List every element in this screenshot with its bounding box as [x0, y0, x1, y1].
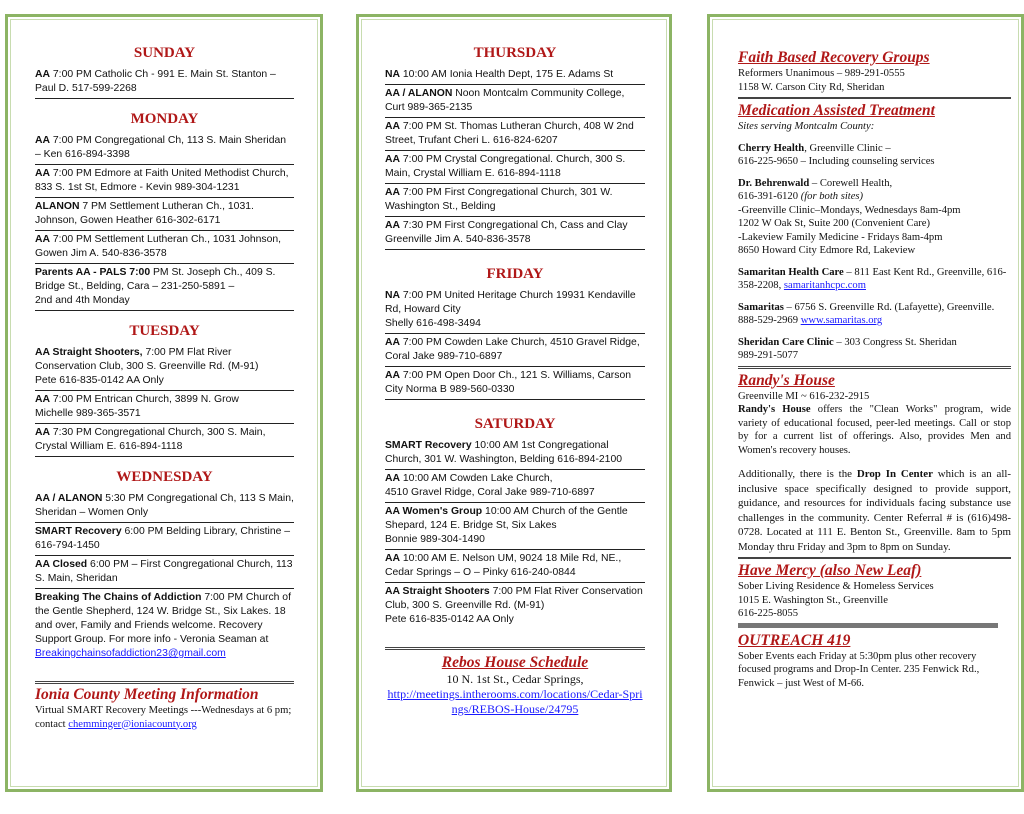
mat-section	[738, 102, 1011, 363]
panel-right	[707, 14, 1024, 792]
rebos-link[interactable]: http://meetings.intherooms.com/locations/Cedar-Springs/REBOS-House/24795	[387, 687, 643, 716]
divider	[738, 97, 1011, 99]
monday-entry-1: AA 7:00 PM Congregational Ch, 113 S. Main Sheridan – Ken 616-894-3398	[35, 132, 294, 165]
randys-heading: Randy's House	[738, 371, 835, 389]
mat-heading: Medication Assisted Treatment	[738, 102, 935, 119]
faith-heading: Faith Based Recovery Groups	[738, 49, 930, 66]
gray-bar	[738, 623, 998, 628]
friday-entry-2: AA 7:00 PM Cowden Lake Church, 4510 Gravel Ridge, Coral Jake 989-710-6897	[385, 334, 645, 367]
outreach-text: Sober Events each Friday at 5:30pm plus other recovery focused programs and Drop-In Center. 235 Fenwick Rd., Fenwick – just West of M-66.	[738, 650, 980, 689]
breaking-chains-email-link[interactable]: Breakingchainsofaddiction23@gmail.com	[35, 648, 226, 659]
mercy-section	[738, 562, 1011, 621]
sunday-entry-1: AA 7:00 PM Catholic Ch - 991 E. Main St. Stanton – Paul D. 517-599-2268	[35, 66, 294, 99]
tuesday-entry-2: AA 7:00 PM Entrican Church, 3899 N. Grow Michelle 989-365-3571	[35, 391, 294, 424]
friday-entry-1: NA 7:00 PM United Heritage Church 19931 Kendaville Rd, Howard City Shelly 616-498-3494	[385, 287, 645, 334]
wednesday-entry-2: SMART Recovery 6:00 PM Belding Library, Christine – 616-794-1450	[35, 523, 294, 556]
saturday-entry-4: AA 10:00 AM E. Nelson UM, 9024 18 Mile Rd, NE., Cedar Springs – O – Pinky 616-240-0844	[385, 550, 645, 583]
wednesday-heading: WEDNESDAY	[116, 469, 213, 485]
friday-heading: FRIDAY	[486, 266, 544, 282]
tuesday-entry-1: AA Straight Shooters, 7:00 PM Flat River Conservation Club, 300 S. Greenville Rd. (M-91) Pete 616-835-0142 AA Only	[35, 344, 294, 391]
thursday-entry-3: AA 7:00 PM St. Thomas Lutheran Church, 408 W 2nd Street, Trufant Cheri L. 616-824-6207	[385, 118, 645, 151]
saturday-heading: SATURDAY	[474, 416, 556, 432]
mercy-line-3: 616-225-8055	[738, 608, 799, 619]
mat-samaritas: Samaritas – 6756 S. Greenville Rd. (Lafayette), Greenville. 888-529-2969 www.samaritas.org	[738, 301, 995, 326]
randys-section	[738, 372, 1011, 555]
rebos-address: 10 N. 1st St., Cedar Springs,	[446, 672, 584, 686]
mat-cherry: Cherry Health, Greenville Clinic – 616-225-9650 – Including counseling services	[738, 142, 935, 167]
tuesday-heading: TUESDAY	[129, 323, 200, 339]
ionia-email-link[interactable]: chemminger@ioniacounty.org	[68, 718, 197, 730]
monday-entry-2: AA 7:00 PM Edmore at Faith United Methodist Church, 833 S. 1st St, Edmore - Kevin 989-304-1231	[35, 165, 294, 198]
wednesday-entry-1: AA / ALANON 5:30 PM Congregational Ch, 113 S Main, Sheridan – Women Only	[35, 490, 294, 523]
faith-line-1: Reformers Unanimous – 989-291-0555	[738, 68, 905, 79]
samaritas-link[interactable]: www.samaritas.org	[800, 315, 883, 326]
wednesday-entry-4: Breaking The Chains of Addiction 7:00 PM Church of the Gentle Shepherd, 124 W. Bridge St., Six Lakes. 18 and over, Family and Friends welcome. Recovery Support Group. For more info - Veronia Seaman at Breakingchainsofaddiction23@gmail.com	[35, 592, 291, 659]
monday-entry-5: Parents AA - PALS 7:00 PM St. Joseph Ch., 409 S. Bridge St., Belding, Cara – 231-250-5891 – 2nd and 4th Monday	[35, 264, 294, 311]
rebos-link-wrap	[385, 687, 645, 717]
samaritan-link[interactable]: samaritanhcpc.com	[783, 280, 866, 291]
randys-paragraph-2: Additionally, there is the Drop In Center which is an all-inclusive space specifically designed to provide support, guidance, and resources for individuals facing substance use challenges in the community. Center Referral # is (616)498-0728. Located at 111 E. Benton St., Greenville. 8am to 5pm Monday thru Friday and 3pm to 8pm on Sunday.	[738, 468, 1012, 553]
thursday-heading: THURSDAY	[473, 45, 557, 61]
thursday-entry-5: AA 7:00 PM First Congregational Church, 301 W. Washington St., Belding	[385, 184, 645, 217]
sunday-heading: SUNDAY	[133, 45, 196, 61]
thursday-entry-1: NA 10:00 AM Ionia Health Dept, 175 E. Adams St	[385, 66, 645, 85]
faith-section	[738, 49, 1011, 94]
monday-heading: MONDAY	[130, 111, 199, 127]
mercy-line-1: Sober Living Residence & Homeless Services	[738, 581, 934, 592]
thursday-entry-6: AA 7:30 PM First Congregational Ch, Cass and Clay Greenville Jim A. 540-836-3578	[385, 217, 645, 250]
mat-sheridan: Sheridan Care Clinic – 303 Congress St. Sheridan 989-291-5077	[738, 336, 957, 361]
rebos-heading: Rebos House Schedule	[441, 654, 589, 671]
divider	[738, 366, 1011, 369]
outreach-heading: OUTREACH 419	[738, 631, 851, 649]
friday-entry-3: AA 7:00 PM Open Door Ch., 121 S. Williams, Carson City Norma B 989-560-0330	[385, 367, 645, 400]
saturday-entry-1: SMART Recovery 10:00 AM 1st Congregational Church, 301 W. Washington, Belding 616-894-2100	[385, 437, 645, 470]
monday-entry-4: AA 7:00 PM Settlement Lutheran Ch., 1031 Johnson, Gowen Jim A. 540-836-3578	[35, 231, 294, 264]
mercy-heading: Have Mercy (also New Leaf)	[738, 562, 922, 579]
wednesday-entry-3: AA Closed 6:00 PM – First Congregational Church, 113 S. Main, Sheridan	[35, 556, 294, 589]
thursday-entry-2: AA / ALANON Noon Montcalm Community College, Curt 989-365-2135	[385, 85, 645, 118]
faith-line-2: 1158 W. Carson City Rd, Sheridan	[738, 81, 885, 93]
mercy-line-2: 1015 E. Washington St., Greenville	[738, 594, 888, 606]
randys-paragraph-1: Randy's House offers the "Clean Works" program, wide variety of educational focused, peer-led meetings. Call or stop by for a current list of offerings. Also, provides Men and Women's recovery houses.	[738, 404, 1011, 456]
outreach-section	[738, 632, 1011, 691]
ionia-text: Virtual SMART Recovery Meetings ---Wednesdays at 6 pm; contact chemminger@ioniacounty.org	[35, 705, 292, 730]
saturday-entry-3: AA Women's Group 10:00 AM Church of the Gentle Shepard, 124 E. Bridge St, Six Lakes Bonnie 989-304-1490	[385, 503, 645, 550]
panel-middle	[356, 14, 672, 792]
saturday-entry-2: AA 10:00 AM Cowden Lake Church, 4510 Gravel Ridge, Coral Jake 989-710-6897	[385, 470, 645, 503]
monday-entry-3: ALANON 7 PM Settlement Lutheran Ch., 1031. Johnson, Gowen Heather 616-302-6171	[35, 198, 294, 231]
thursday-entry-4: AA 7:00 PM Crystal Congregational. Church, 300 S. Main, Crystal William E. 616-894-1118	[385, 151, 645, 184]
divider	[738, 557, 1011, 559]
randys-line-1: Greenville MI ~ 616-232-2915	[738, 390, 870, 402]
rebos-section	[385, 647, 645, 717]
saturday-entry-5: AA Straight Shooters 7:00 PM Flat River Conservation Club, 300 S. Greenville Rd. (M-91) Pete 616-835-0142 AA Only	[385, 586, 643, 625]
panel-left	[5, 14, 323, 792]
tuesday-entry-3: AA 7:30 PM Congregational Church, 300 S. Main, Crystal William E. 616-894-1118	[35, 424, 294, 457]
mat-behrenwald: Dr. Behrenwald – Corewell Health, 616-391-6120 (for both sites) -Greenville Clinic–Mondays, Wednesdays 8am-4pm 1202 W Oak St, Suite 200 (Convenient Care) -Lakeview Family Medicine - Fridays 8am-4pm 8650 Howard City Edmore Rd, Lakeview	[738, 177, 961, 256]
mat-subtitle: Sites serving Montcalm County:	[738, 121, 875, 132]
ionia-heading: Ionia County Meeting Information	[35, 681, 294, 704]
mat-samaritan: Samaritan Health Care – 811 East Kent Rd., Greenville, 616-358-2208, samaritanhcpc.com	[738, 266, 1007, 291]
